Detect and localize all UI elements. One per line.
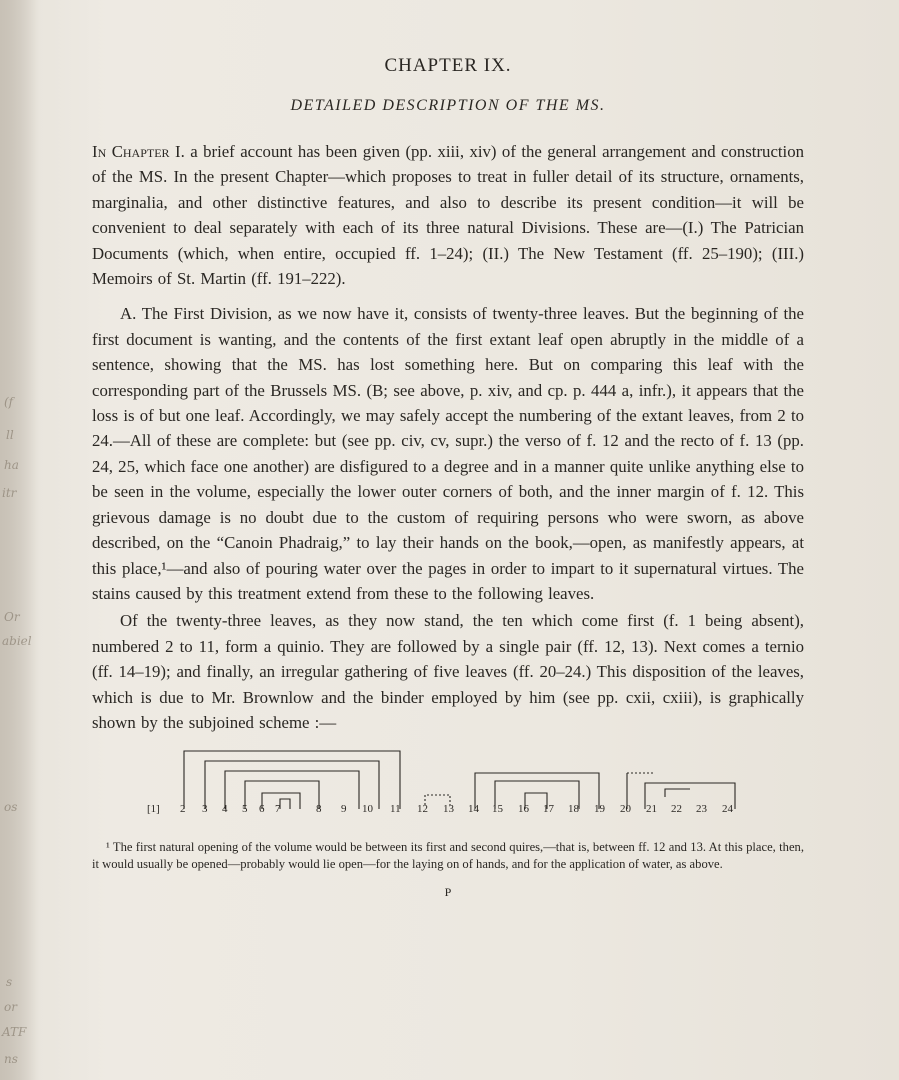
bleed-text: abiel: [2, 634, 32, 648]
folio-number: 21: [646, 803, 657, 816]
folio-number: 24: [722, 803, 733, 816]
folio-number: 12: [417, 803, 428, 816]
bleed-text: itr: [2, 486, 17, 500]
folio-number: 9: [341, 803, 347, 816]
folio-number: 13: [443, 803, 454, 816]
signature-mark: P: [444, 885, 452, 900]
bleed-text: ll: [6, 428, 14, 442]
page-content: [92, 55, 804, 900]
paragraph-text: I. a brief account has been given (pp. xiii, xiv) of the general arrangement and construction of the MS. In the present Chapter—which proposes to treat in fuller detail of its structure, ornaments, marginalia, and other distinctive features, and also to describe its present condition—it will be convenient to deal separately with each of its three natural Divisions. These are—(I.) The Patrician Documents (which, when entire, occupied ff. 1–24); (II.) The New Testament (ff. 25–190); (III.) Memoirs of St. Martin (ff. 191–222).: [92, 142, 804, 289]
bleed-text: (f: [4, 395, 14, 409]
folio-number: 19: [594, 803, 605, 816]
folio-number: 5: [242, 803, 248, 816]
bracket-22-23: [665, 789, 690, 797]
bleed-text: ATF: [2, 1025, 27, 1039]
folio-number: 15: [492, 803, 503, 816]
folio-number: 10: [362, 803, 373, 816]
bleed-text: Or: [4, 610, 20, 624]
bleed-text: or: [4, 1000, 17, 1014]
folio-number: 11: [390, 803, 401, 816]
chapter-heading: CHAPTER IX.: [384, 55, 512, 76]
paragraph-intro: [92, 139, 804, 291]
folio-number: [1]: [147, 803, 160, 816]
bleed-text: os: [4, 800, 18, 814]
folio-number: 17: [543, 803, 554, 816]
folio-number: 2: [180, 803, 186, 816]
folio-number: 22: [671, 803, 682, 816]
facing-page-bleed: [0, 0, 40, 1080]
lead-words: In Chapter: [92, 142, 170, 161]
folio-number: 14: [468, 803, 479, 816]
footnote-text: ¹ The first natural opening of the volume would be between its first and second quires,—that is, between ff. 12 and 13. At this place, then, it would usually be opened—probably would lie open—for the laying on of hands, and for the application of water, as above.: [92, 840, 804, 872]
bracket-2-11: [184, 751, 400, 809]
folio-number: 23: [696, 803, 707, 816]
folio-numbers: [92, 803, 804, 821]
folio-number: 3: [202, 803, 208, 816]
paragraph-first-division: A. The First Division, as we now have it, consists of twenty-three leaves. But the beginning of the first document is wanting, and the contents of the first extant leaf open abruptly in the middle of a sentence, showing that the MS. has lost something here. But on comparing this leaf with the corresponding part of the Brussels MS. (B; see above, p. xiv, and cp. p. 444 a, infr.), it appears that the loss is of but one leaf. Accordingly, we may safely accept the numbering of the extant leaves, from 2 to 24.—All of these are complete: but (see pp. civ, cv, supr.) the verso of f. 12 and the recto of f. 13 (pp. 24, 25, which face one another) are disfigured to a degree and in a manner quite unlike anything else to be seen in the volume, especially the lower outer corners of both, and the inner margin of f. 12. This grievous damage is no doubt due to the custom of requiring persons who were sworn, as above described, on the “Canoin Phadraig,” to lay their hands on the book,—open, as manifestly appears, at this place,¹—and also of pouring water over the pages in order to impart to it supernatural virtues. The stains caused by this treatment extend from these to the following leaves.: [92, 304, 804, 603]
folio-number: 4: [222, 803, 228, 816]
bleed-text: s: [6, 975, 13, 989]
bracket-3-10: [205, 761, 379, 809]
folio-number: 7: [275, 803, 281, 816]
paragraph-leaves: Of the twenty-three leaves, as they now stand, the ten which come first (f. 1 being absent), numbered 2 to 11, form a quinio. They are followed by a single pair (ff. 12, 13). Next comes a ternio (ff. 14–19); and finally, an irregular gathering of five leaves (ff. 20–24.) This disposition of the leaves, which is due to Mr. Brownlow and the binder employed by him (see pp. cxii, cxiii), is graphically shown by the subjoined scheme :—: [92, 611, 804, 732]
quire-scheme: [92, 749, 804, 831]
bleed-text: ha: [4, 458, 19, 472]
folio-number: 16: [518, 803, 529, 816]
folio-number: 18: [568, 803, 579, 816]
footnote: [92, 839, 804, 873]
folio-number: 20: [620, 803, 631, 816]
chapter-subtitle: DETAILED DESCRIPTION OF THE MS.: [290, 97, 606, 114]
bleed-text: ns: [4, 1052, 18, 1066]
folio-number: 6: [259, 803, 265, 816]
folio-number: 8: [316, 803, 322, 816]
